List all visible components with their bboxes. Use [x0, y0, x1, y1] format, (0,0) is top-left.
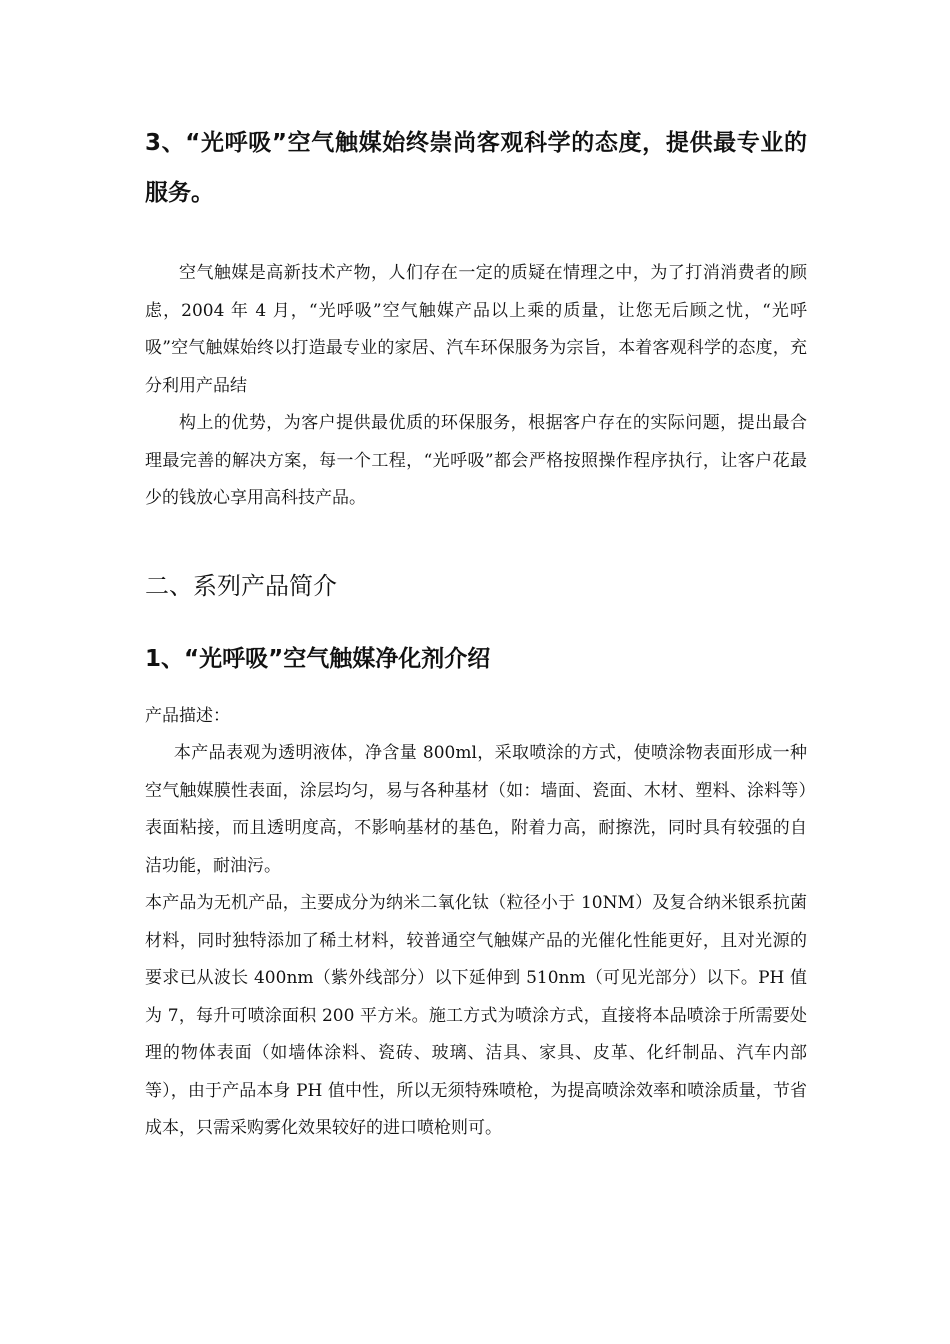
service-heading: 3、“光呼吸”空气触媒始终崇尚客观科学的态度，提供最专业的服务。 [145, 130, 807, 206]
product-1-heading: 1、“光呼吸”空气触媒净化剂介绍 [145, 645, 491, 672]
service-paragraph-2: 构上的优势，为客户提供最优质的环保服务，根据客户存在的实际问题，提出最合理最完善的解决方案，每一个工程，“光呼吸”都会严格按照操作程序执行，让客户花最少的钱放心享用高科技产品。 [145, 413, 807, 508]
service-paragraph-1: 空气触媒是高新技术产物，人们存在一定的质疑在情理之中，为了打消消费者的顾虑，2004 年 4 月，“光呼吸”空气触媒产品以上乘的质量，让您无后顾之忧，“光呼吸”空气触媒始终以打造最专业的家居、汽车环保服务为宗旨，本着客观科学的态度，充分利用产品结 [145, 263, 807, 396]
products-section-heading: 二、系列产品简介 [145, 571, 337, 600]
product-description-label: 产品描述： [145, 705, 230, 726]
product-1-paragraph-1: 本产品表观为透明液体，净含量 800ml，采取喷涂的方式，使喷涂物表面形成一种空气触媒膜性表面，涂层均匀，易与各种基材（如：墙面、瓷面、木材、塑料、涂料等）表面粘接，而且透明度高，不影响基材的基色，附着力高，耐擦洗，同时具有较强的自洁功能，耐油污。 [145, 743, 807, 876]
document-body [145, 118, 807, 1148]
product-1-paragraph-2: 本产品为无机产品，主要成分为纳米二氧化钛（粒径小于 10NM）及复合纳米银系抗菌材料，同时独特添加了稀土材料，较普通空气触媒产品的光催化性能更好，且对光源的要求已从波长 400nm（紫外线部分）以下延伸到 510nm（可见光部分）以下。PH 值为 7，每升可喷涂面积 200 平方米。施工方式为喷涂方式，直接将本品喷涂于所需要处理的物体表面（如墙体涂料、瓷砖、玻璃、洁具、家具、皮革、化纤制品、汽车内部等），由于产品本身 PH 值中性，所以无须特殊喷枪，为提高喷涂效率和喷涂质量，节省成本，只需采购雾化效果较好的进口喷枪则可。 [145, 893, 807, 1138]
